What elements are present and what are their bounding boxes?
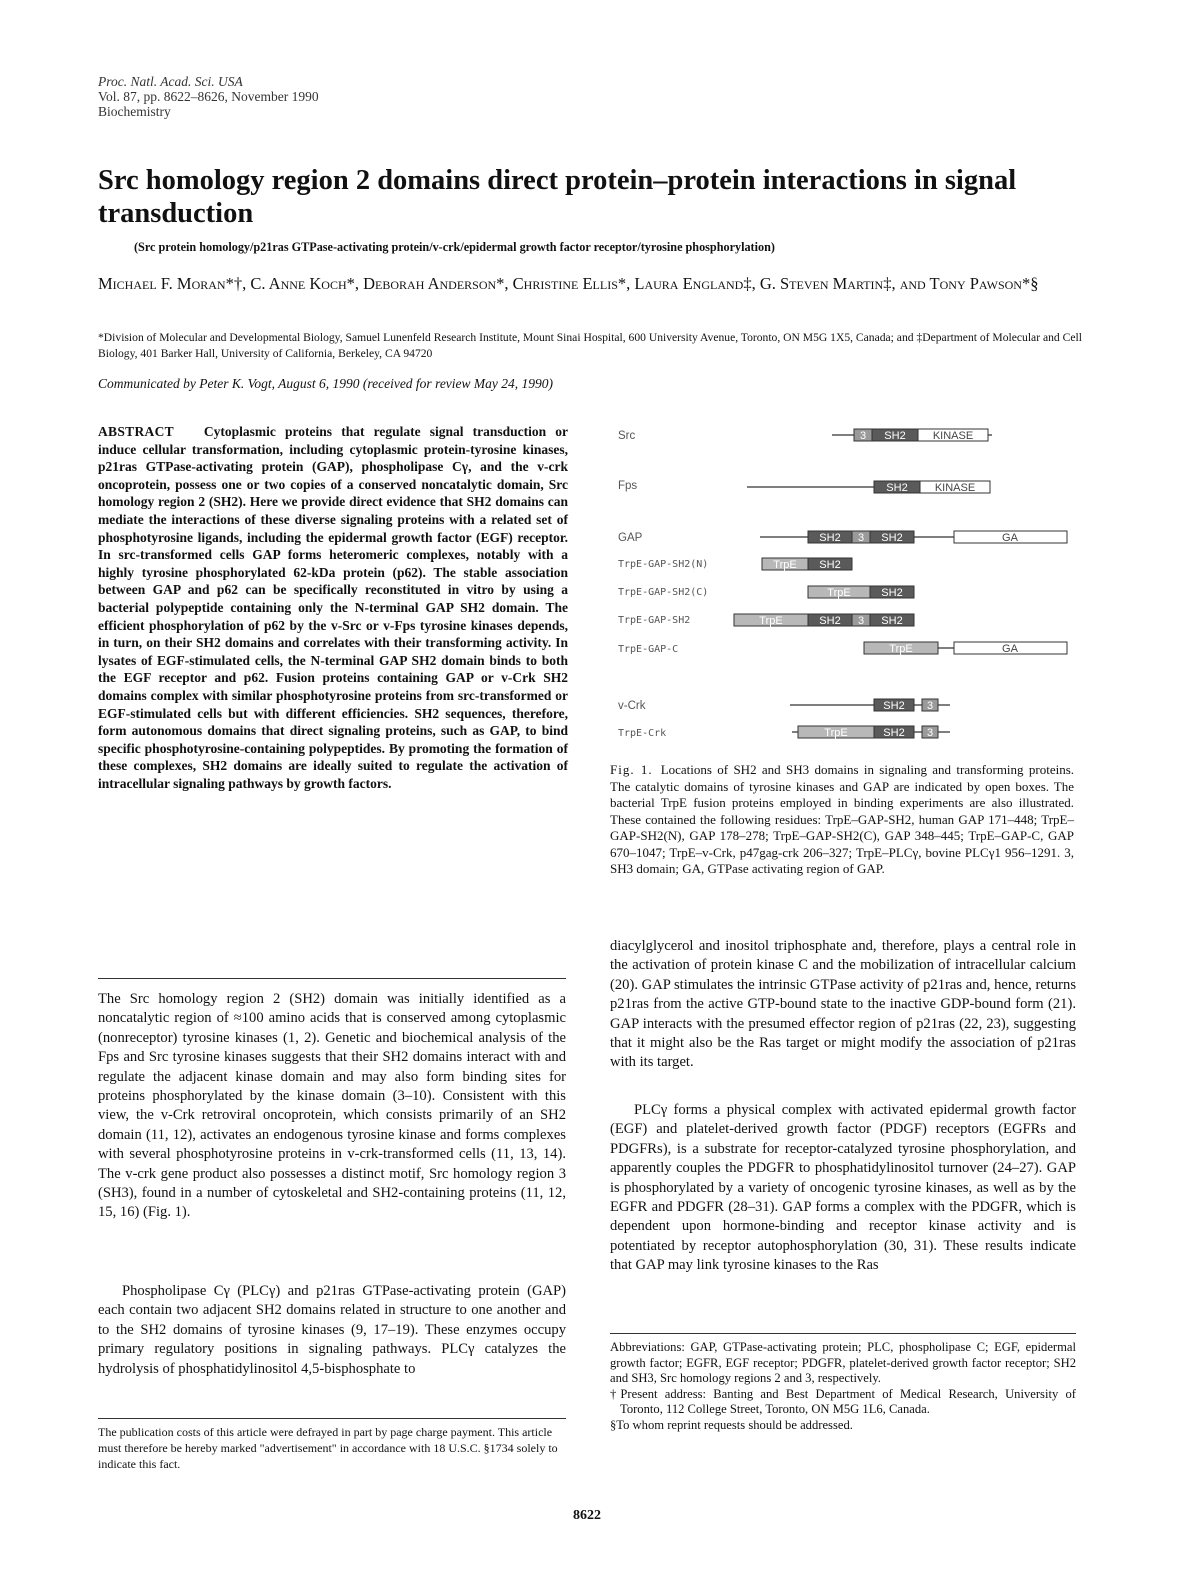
abbreviations-footnote: Abbreviations: GAP, GTPase-activating protein; PLC, phospholipase C; EGF, epidermal growth factor; EGFR, EGF receptor; PDGFR, platelet-derived growth factor receptor; SH2 and SH3, Src homology regions 2 and 3, respectively. (610, 1340, 1076, 1386)
body-paragraph-3: diacylglycerol and inositol triphosphate and, therefore, plays a central role in the activation of protein kinase C and the mobilization of intracellular calcium (20). GAP stimulates the intrinsic GTPase activity of p21ras and, hence, returns p21ras from the active GTP-bound state to the inactive GDP-bound form (21). GAP interacts with the presumed effector region of p21ras (22, 23), suggesting that it might also be the Ras target or might modify the association of p21ras with its target. (610, 938, 1076, 1071)
sh2-label-1: SH2 (819, 559, 841, 571)
row-label-trpe-gap-sh2: TrpE-GAP-SH2 (618, 615, 691, 626)
gap-sh2c-label: SH2 (881, 532, 903, 544)
footnote-divider-left (98, 1418, 566, 1419)
figure-1-caption (610, 762, 1074, 878)
page-number: 8622 (573, 1508, 601, 1523)
present-address-footnote: †Present address: Banting and Best Department of Medical Research, University of Toronto, 112 College Street, Toronto, ON M5G 1L6, Canada. (610, 1386, 1076, 1417)
sh2-label-3b: SH2 (881, 615, 903, 627)
trpe-crk-sh2-label: SH2 (883, 727, 905, 739)
journal-header (98, 74, 319, 119)
trpe-label-2: TrpE (827, 587, 851, 599)
src-sh3-label: 3 (859, 430, 867, 442)
abstract-text: Cytoplasmic proteins that regulate signal transduction or induce cellular transformation, including cytoplasmic protein-tyrosine kinases, p21ras GTPase-activating protein (GAP), phospholipase Cγ, and the v-crk oncoprotein, possess one or two copies of a conserved noncatalytic domain, Src homology region 2 (SH2). Here we provide direct evidence that SH2 domains can mediate the interactions of these diverse signaling proteins with a related set of phosphotyrosine ligands, including the epidermal growth factor (EGF) receptor. In src-transformed cells GAP forms heteromeric complexes, notably with a highly tyrosine phosphorylated 62-kDa protein (p62). The stable association between GAP and p62 can be specifically reconstituted in vitro by using a bacterial polypeptide containing only the N-terminal GAP SH2 domain. The efficient phosphorylation of p62 by the v-Src or v-Fps tyrosine kinases depends, in turn, on their SH2 domains and correlates with their transforming activity. In lysates of EGF-stimulated cells, the N-terminal GAP SH2 domain binds to both the EGF receptor and p62. Fusion proteins containing GAP or v-Crk SH2 domains complex with similar phosphotyrosine proteins from src-transformed or EGF-stimulated cells but with different efficiencies. SH2 sequences, therefore, form autonomous domains that direct signaling proteins, such as GAP, to bind specific phosphotyrosine-containing polypeptides. By promoting the formation of these complexes, SH2 domains are ideally suited to regulate the activation of intracellular signaling pathways by growth factors. (98, 424, 568, 791)
caption-text: Locations of SH2 and SH3 domains in signaling and transforming proteins. The catalytic domains of tyrosine kinases and GAP are indicated by open boxes. The bacterial TrpE fusion proteins employed in binding experiments are also illustrated. These contained the following residues: TrpE–GAP-SH2, human GAP 171–448; TrpE–GAP-SH2(N), GAP 178–278; TrpE–GAP-SH2(C), GAP 348–445; TrpE–GAP-C, GAP 670–1047; TrpE–v-Crk, p47gag-crk 206–327; TrpE–PLCγ, bovine PLCγ1 956–1291. 3, SH3 domain; GA, GTPase activating region of GAP. (610, 762, 1075, 876)
row-label-trpe-gap-sh2n: TrpE-GAP-SH2(N) (618, 559, 709, 570)
body-paragraph-4: PLCγ forms a physical complex with activated epidermal growth factor (EGF) and platelet-derived growth factor (PDGF) receptors (EGFRs and PDGFRs), is a substrate for receptor-catalyzed tyrosine phosphorylation, and apparently couples the PDGFR to phosphatidylinositol turnover (24–27). GAP is phosphorylated by a variety of oncogenic tyrosine kinases, as well as by the EGFR and PDGFR (28–31). GAP forms a complex with the PDGFR, which is dependent upon hormone-binding and receptor kinase activity and is potentiated by receptor autophosphorylation (30, 31). These results indicate that GAP may link tyrosine kinases to the Ras (610, 1102, 1076, 1274)
domain-map-svg (612, 420, 1082, 750)
abstract (98, 423, 568, 792)
section-name: Biochemistry (98, 104, 171, 119)
vcrk-sh3-label: 3 (926, 700, 934, 712)
abstract-divider (98, 978, 566, 979)
gap-sh2n-label: SH2 (819, 532, 841, 544)
paper-title: Src homology region 2 domains direct protein–protein interactions in signal transduction (98, 165, 1017, 229)
row-label-trpe-gap-sh2c: TrpE-GAP-SH2(C) (618, 587, 709, 598)
figure-1-diagram (612, 420, 1082, 750)
footnotes-right (610, 1340, 1076, 1434)
reprint-footnote: §To whom reprint requests should be addressed. (610, 1417, 853, 1432)
row-label-trpe-crk: TrpE-Crk (618, 728, 667, 739)
gap-ga-label: GA (1002, 532, 1018, 544)
trpe-label-4: TrpE (889, 643, 913, 655)
keywords: (Src protein homology/p21ras GTPase-activating protein/v-crk/epidermal growth factor receptor/tyrosine phosphorylation) (134, 240, 775, 254)
volume-line: Vol. 87, pp. 8622–8626, November 1990 (98, 89, 319, 104)
src-kinase-label: KINASE (932, 430, 974, 442)
footnote-divider-right (610, 1333, 1076, 1334)
gac-ga-label: GA (1002, 643, 1018, 655)
journal-name: Proc. Natl. Acad. Sci. USA (98, 74, 243, 89)
row-label-vcrk: v-Crk (618, 700, 646, 712)
trpe-crk-sh3-label: 3 (926, 727, 934, 739)
gap-sh3-label: 3 (857, 532, 865, 544)
row-label-trpe-gap-c: TrpE-GAP-C (618, 644, 679, 655)
fps-kinase-label: KINASE (934, 482, 976, 494)
body-paragraph-2: Phospholipase Cγ (PLCγ) and p21ras GTPase-activating protein (GAP) each contain two adjacent SH2 domains related in structure to one another and to the SH2 domains of tyrosine kinases (9, 17–19). These enzymes occupy primary regulatory positions in signaling pathways. PLCγ catalyzes the hydrolysis of phosphatidylinositol 4,5-bisphosphate to (98, 1283, 566, 1377)
trpe-label-5: TrpE (824, 727, 848, 739)
vcrk-sh2-label: SH2 (883, 700, 905, 712)
publication-cost-footnote: The publication costs of this article were defrayed in part by page charge payment. This article must therefore be hereby marked "advertisement" in accordance with 18 U.S.C. §1734 solely to indicate this fact. (98, 1425, 558, 1471)
sh2-label-3a: SH2 (819, 615, 841, 627)
sh2-label-2: SH2 (881, 587, 903, 599)
figure-label: Fig. 1. (610, 762, 653, 777)
row-label-fps: Fps (618, 480, 638, 492)
sh3-label-3: 3 (857, 615, 865, 627)
affiliations: *Division of Molecular and Developmental Biology, Samuel Lunenfeld Research Institute, Mount Sinai Hospital, 600 University Avenue, Toronto, ON M5G 1X5, Canada; and ‡Department of Molecular and Cell Biology, 401 Barker Hall, University of California, Berkeley, CA 94720 (98, 331, 1082, 360)
trpe-label-1: TrpE (773, 559, 797, 571)
communicated-line: Communicated by Peter K. Vogt, August 6, 1990 (received for review May 24, 1990) (98, 376, 554, 391)
row-label-src: Src (618, 430, 636, 442)
trpe-label-3: TrpE (759, 615, 783, 627)
row-label-gap: GAP (618, 532, 643, 544)
src-sh2-label: SH2 (884, 430, 906, 442)
abstract-label: ABSTRACT (98, 424, 174, 439)
body-paragraph-1: The Src homology region 2 (SH2) domain was initially identified as a noncatalytic region of ≈100 amino acids that is conserved among cytoplasmic (nonreceptor) tyrosine kinases (1, 2). Genetic and biochemical analysis of the Fps and Src tyrosine kinases suggests that their SH2 domains interact with and regulate the adjacent kinase domain and may also form binding sites for proteins phosphorylated by the kinase domain (3–10). Consistent with this view, the v-Crk retroviral oncoprotein, which consists primarily of an SH2 domain (11, 12), activates an endogenous tyrosine kinase and forms complexes with several phosphotyrosine proteins in v-crk-transformed cells (11, 13, 14). The v-crk gene product also possesses a distinct motif, Src homology region 3 (SH3), found in a number of cytoskeletal and SH2-containing proteins (11, 12, 15, 16) (Fig. 1). (98, 991, 566, 1221)
fps-sh2-label: SH2 (886, 482, 908, 494)
author-list: Michael F. Moran*†, C. Anne Koch*, Deborah Anderson*, Christine Ellis*, Laura England‡, G. Steven Martin‡, and Tony Pawson*§ (98, 274, 1039, 293)
